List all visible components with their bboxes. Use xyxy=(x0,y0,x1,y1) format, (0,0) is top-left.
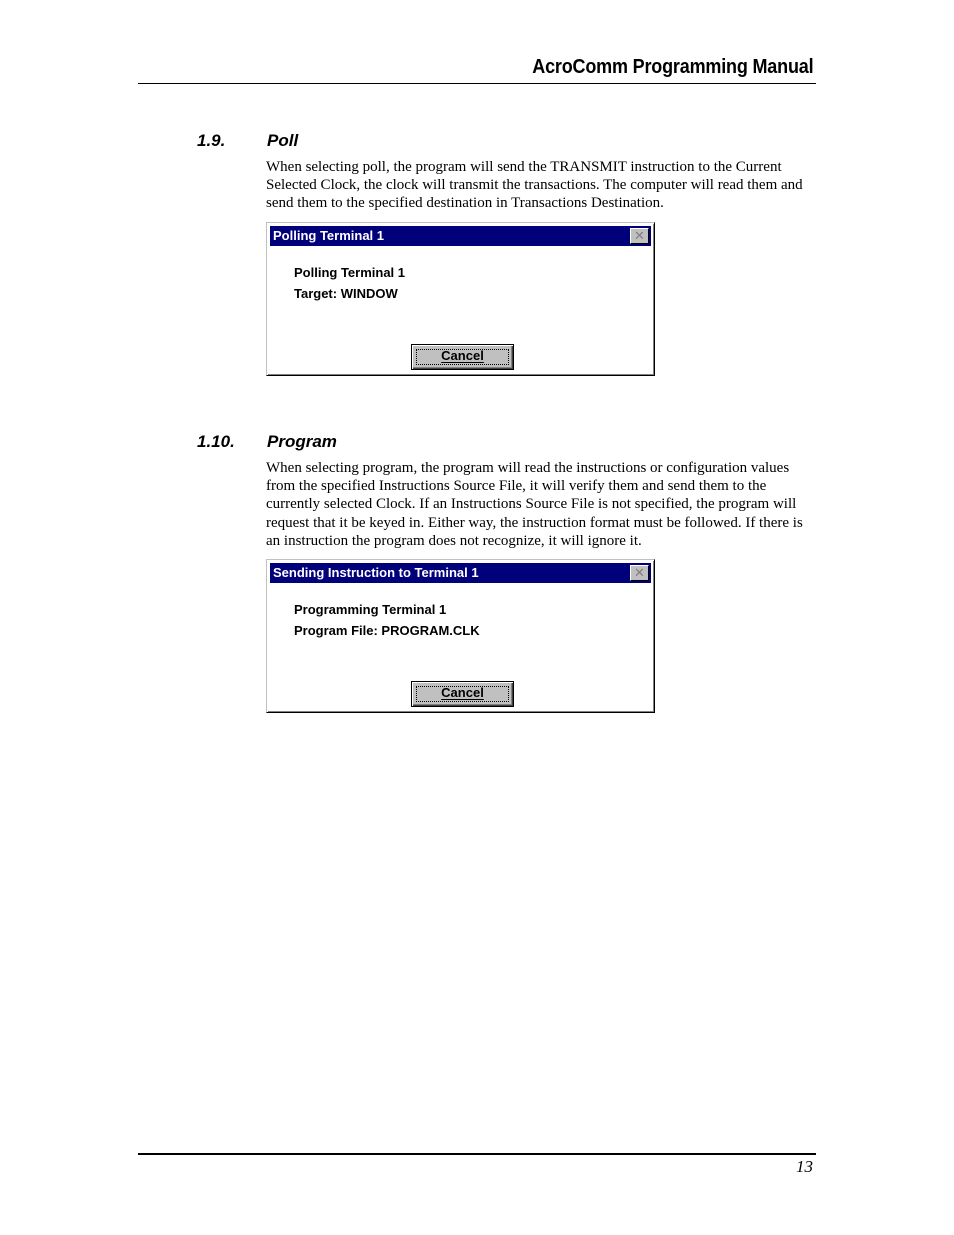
dialog-title: Sending Instruction to Terminal 1 xyxy=(273,565,479,580)
cancel-button[interactable] xyxy=(411,681,514,707)
section-heading-poll xyxy=(197,131,298,151)
section-title: Program xyxy=(267,432,337,451)
section-title: Poll xyxy=(267,131,299,150)
cancel-button-label: Cancel xyxy=(441,348,484,363)
polling-dialog xyxy=(266,222,655,376)
cancel-button[interactable] xyxy=(411,344,514,370)
section-heading-program xyxy=(197,432,337,452)
dialog-titlebar[interactable] xyxy=(270,226,651,246)
header-title: AcroComm Programming Manual xyxy=(531,56,813,78)
section-number: 1.9. xyxy=(197,131,226,150)
dialog-target-line: Target: WINDOW xyxy=(294,286,398,301)
cancel-button-label: Cancel xyxy=(441,685,484,700)
dialog-status-line: Programming Terminal 1 xyxy=(294,602,447,617)
programming-dialog xyxy=(266,559,655,713)
dialog-title: Polling Terminal 1 xyxy=(273,228,385,243)
dialog-titlebar[interactable] xyxy=(270,563,651,583)
section-number: 1.10. xyxy=(197,432,235,451)
header-rule xyxy=(138,83,816,84)
close-icon[interactable]: ✕ xyxy=(630,565,649,581)
footer-rule xyxy=(138,1153,816,1155)
dialog-status-line: Polling Terminal 1 xyxy=(294,265,406,280)
dialog-file-line: Program File: PROGRAM.CLK xyxy=(294,623,480,638)
close-icon[interactable]: ✕ xyxy=(630,228,649,244)
section-text-program: When selecting program, the program will read the instructions or configuration values from the specified Instructions Source File, it will verify them and send them to the currently selected Clock. If an Instructions Source File is not specified, the program will request that it be keyed in. Either way, the instruction format must be followed. If there is an instruction the program does not recognize, it will ignore it. xyxy=(266,460,803,549)
section-text-poll: When selecting poll, the program will send the TRANSMIT instruction to the Current Selected Clock, the clock will transmit the transactions. The computer will read them and send them to the specified destination in Transactions Destination. xyxy=(266,159,803,212)
page-number: 13 xyxy=(796,1157,813,1176)
